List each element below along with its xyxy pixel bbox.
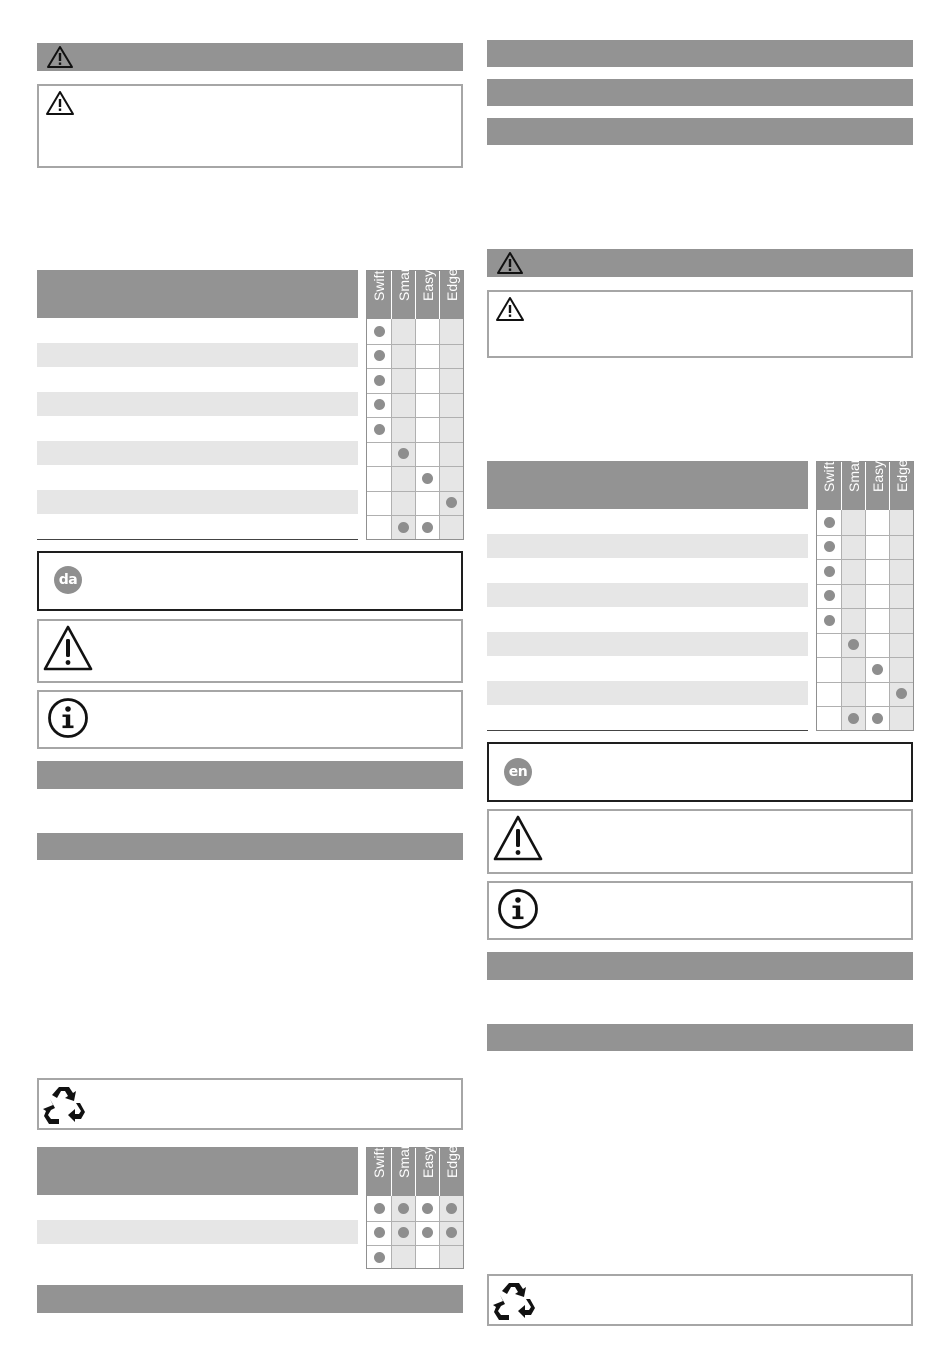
- compat-dot-swift: [374, 350, 385, 361]
- info-box: [37, 690, 463, 749]
- section-header-bar: [487, 952, 913, 980]
- model-matrix: [366, 1140, 464, 1269]
- compat-dot-swift: [374, 399, 385, 410]
- warning-triangle-icon: [46, 45, 74, 69]
- model-header-cell: [415, 1148, 439, 1196]
- warning-triangle-icon: [45, 90, 75, 116]
- compat-dot-swift: [374, 1203, 385, 1214]
- compat-dot-smart: [398, 448, 409, 459]
- row-divider: [367, 442, 463, 443]
- language-badge: en: [504, 758, 532, 786]
- warning-triangle-icon: [496, 251, 524, 275]
- warning-triangle-icon: [42, 624, 94, 672]
- model-header-label: Swift: [371, 1147, 387, 1178]
- table-row: [487, 681, 808, 705]
- table-row: [37, 490, 358, 514]
- section-header-bar: [487, 1024, 913, 1051]
- compat-dot-swift: [824, 517, 835, 528]
- model-header-cell: [439, 268, 463, 319]
- section-header-bar: [37, 761, 463, 789]
- row-divider: [817, 584, 913, 585]
- compat-dot-swift: [374, 1252, 385, 1263]
- row-divider: [367, 417, 463, 418]
- table-row: [487, 534, 808, 558]
- table-row: [37, 441, 358, 465]
- row-divider: [817, 559, 913, 560]
- model-header-label: Smart: [845, 454, 862, 492]
- model-matrix: [366, 263, 464, 540]
- table-header: [37, 270, 358, 318]
- model-header-label: Easy: [869, 460, 886, 492]
- table-row: [487, 632, 808, 656]
- model-header-cell: [415, 271, 439, 319]
- compat-dot-swift: [824, 590, 835, 601]
- compat-dot-swift: [374, 424, 385, 435]
- compat-dot-smart: [848, 639, 859, 650]
- model-matrix-header: [367, 1140, 463, 1196]
- column-divider: [391, 1196, 392, 1268]
- column-divider: [415, 1196, 416, 1268]
- table-row: [37, 392, 358, 416]
- column-divider: [415, 319, 416, 539]
- recycling-box: [37, 1078, 463, 1130]
- row-divider: [367, 466, 463, 467]
- model-header-label: Easy: [419, 1146, 436, 1178]
- table-row: [37, 1220, 358, 1244]
- model-header-label: Edge: [443, 1145, 460, 1178]
- table-bottom-rule: [487, 730, 808, 731]
- info-circle-icon: [47, 697, 89, 739]
- section-header-bar: [487, 79, 913, 106]
- row-divider: [817, 657, 913, 658]
- model-header-label: Smart: [395, 263, 412, 301]
- compat-dot-smart: [848, 713, 859, 724]
- model-header-cell: [391, 1140, 415, 1196]
- compat-dot-smart: [398, 1203, 409, 1214]
- compat-dot-edge: [446, 1227, 457, 1238]
- row-divider: [367, 393, 463, 394]
- compat-dot-easy: [422, 522, 433, 533]
- recycle-icon: [492, 1279, 538, 1323]
- compat-dot-smart: [398, 1227, 409, 1238]
- language-section-box: [487, 742, 913, 802]
- model-header-label: Edge: [443, 268, 460, 301]
- table-header: [487, 461, 808, 509]
- recycling-box: [487, 1274, 913, 1326]
- row-divider: [367, 344, 463, 345]
- compat-dot-easy: [422, 1227, 433, 1238]
- language-badge: da: [54, 566, 82, 594]
- compat-dot-easy: [422, 473, 433, 484]
- compat-dot-swift: [824, 566, 835, 577]
- row-divider: [817, 535, 913, 536]
- compat-dot-swift: [374, 375, 385, 386]
- column-shade: [841, 510, 865, 730]
- compat-dot-easy: [872, 713, 883, 724]
- row-divider: [817, 706, 913, 707]
- model-header-label: Smart: [395, 1140, 412, 1178]
- table-row: [487, 583, 808, 607]
- compat-dot-easy: [422, 1203, 433, 1214]
- compat-dot-swift: [374, 1227, 385, 1238]
- compat-dot-smart: [398, 522, 409, 533]
- column-shade: [391, 319, 415, 539]
- column-divider: [865, 510, 866, 730]
- model-header-cell: [367, 271, 391, 319]
- compat-dot-edge: [446, 1203, 457, 1214]
- info-circle-icon: [497, 888, 539, 930]
- row-divider: [367, 368, 463, 369]
- recycle-icon: [42, 1083, 88, 1127]
- column-divider: [439, 319, 440, 539]
- column-divider: [841, 510, 842, 730]
- section-header-bar: [37, 833, 463, 860]
- row-divider: [367, 491, 463, 492]
- compat-dot-swift: [374, 326, 385, 337]
- warning-box: [37, 84, 463, 168]
- caution-box: [487, 809, 913, 874]
- row-divider: [367, 1245, 463, 1246]
- section-header-bar: [487, 40, 913, 67]
- model-header-label: Swift: [371, 270, 387, 301]
- info-box: [487, 881, 913, 940]
- column-divider: [391, 319, 392, 539]
- model-header-cell: [841, 454, 865, 510]
- warning-triangle-icon: [492, 814, 544, 862]
- model-header-cell: [439, 1145, 463, 1196]
- model-header-cell: [817, 462, 841, 510]
- model-matrix: [816, 454, 914, 731]
- model-header-label: Easy: [419, 269, 436, 301]
- compat-dot-swift: [824, 615, 835, 626]
- row-divider: [367, 1221, 463, 1222]
- model-header-label: Swift: [821, 461, 837, 492]
- compat-dot-swift: [824, 541, 835, 552]
- warning-header-bar: [37, 43, 463, 71]
- table-header: [37, 1147, 358, 1195]
- warning-box: [487, 290, 913, 358]
- model-header-cell: [865, 462, 889, 510]
- model-matrix-header: [367, 263, 463, 319]
- model-header-cell: [391, 263, 415, 319]
- compat-dot-easy: [872, 664, 883, 675]
- column-divider: [439, 1196, 440, 1268]
- table-row: [37, 343, 358, 367]
- column-divider: [889, 510, 890, 730]
- compat-dot-edge: [896, 688, 907, 699]
- model-header-cell: [889, 459, 913, 510]
- model-header-cell: [367, 1148, 391, 1196]
- caution-box: [37, 619, 463, 683]
- compat-dot-edge: [446, 497, 457, 508]
- row-divider: [367, 515, 463, 516]
- section-header-bar: [487, 118, 913, 145]
- warning-triangle-icon: [495, 296, 525, 322]
- model-matrix-header: [817, 454, 913, 510]
- table-bottom-rule: [37, 539, 358, 540]
- row-divider: [817, 608, 913, 609]
- model-header-label: Edge: [893, 459, 910, 492]
- section-header-bar: [37, 1285, 463, 1313]
- row-divider: [817, 633, 913, 634]
- row-divider: [817, 682, 913, 683]
- warning-header-bar: [487, 249, 913, 277]
- language-section-box: [37, 551, 463, 611]
